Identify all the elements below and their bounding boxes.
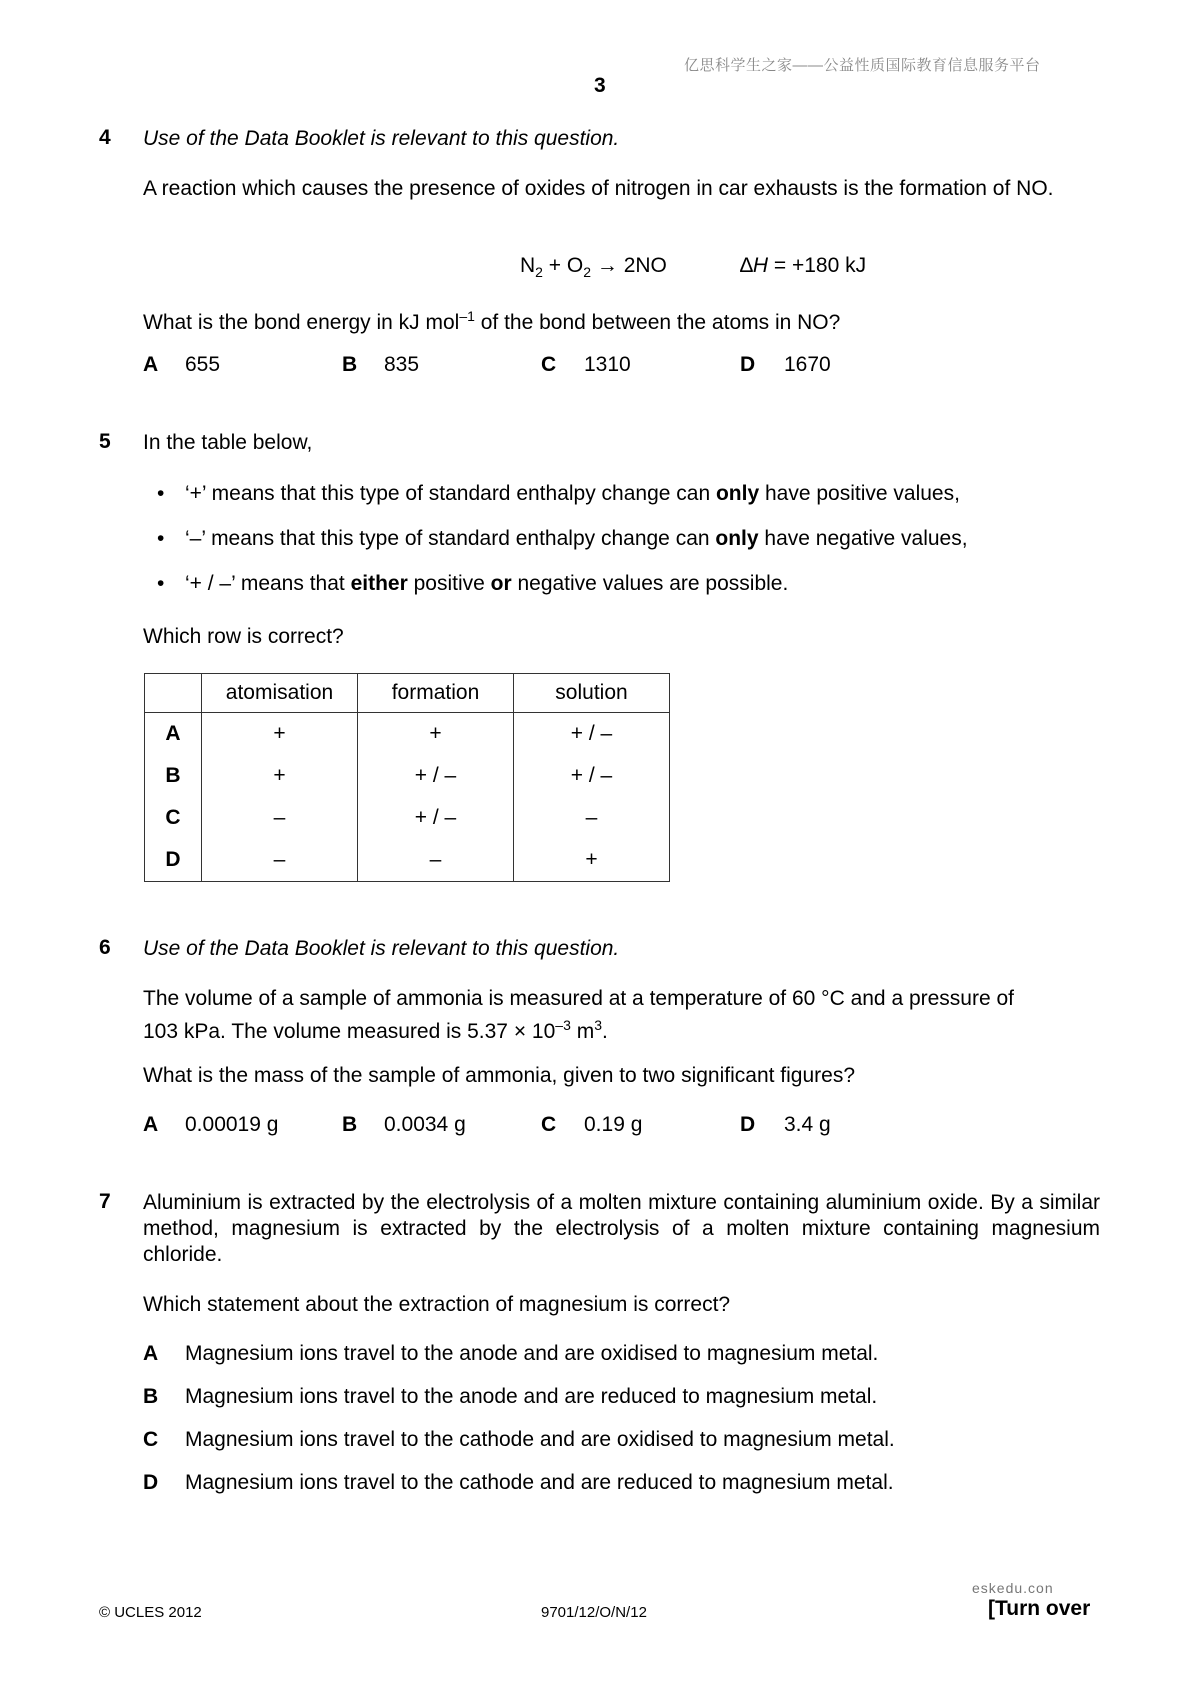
option-value[interactable]: 655 <box>185 353 221 376</box>
table-cell: – <box>202 839 358 882</box>
bullet-icon: • <box>157 527 165 550</box>
option-letter[interactable]: A <box>143 1113 159 1136</box>
option-value[interactable]: Magnesium ions travel to the cathode and are reduced to magnesium metal. <box>185 1471 894 1494</box>
table-cell: + / – <box>358 797 514 839</box>
question-4-question: What is the bond energy in kJ mol$^{-1}$ of the bond between the atoms in NO? <box>143 308 841 334</box>
bullet-item: ‘+ / –’ means that either positive or negative values are possible. <box>185 572 789 595</box>
table-row[interactable] <box>145 713 670 756</box>
option-letter[interactable]: D <box>143 1471 159 1494</box>
table-cell: + / – <box>358 755 514 797</box>
option-letter[interactable]: D <box>740 353 756 376</box>
option-letter[interactable]: B <box>342 353 358 376</box>
table-cell: + / – <box>514 755 670 797</box>
table-cell: + <box>358 713 514 756</box>
bullet-item: ‘–’ means that this type of standard enthalpy change can only have negative values, <box>185 527 968 550</box>
row-label: D <box>145 839 202 882</box>
enthalpy-table <box>144 673 670 882</box>
option-letter[interactable]: C <box>143 1428 159 1451</box>
page-number: 3 <box>594 74 606 97</box>
bullet-item: ‘+’ means that this type of standard enthalpy change can only have positive values, <box>185 482 960 505</box>
option-value[interactable]: 0.00019 g <box>185 1113 279 1136</box>
table-cell: – <box>202 797 358 839</box>
question-4-equation: $N_2 + O_2 \to 2NO$ <box>520 254 667 281</box>
option-letter[interactable]: B <box>143 1385 159 1408</box>
table-header-cell: atomisation <box>202 674 358 713</box>
question-6-question: What is the mass of the sample of ammonia, given to two significant figures? <box>143 1064 856 1087</box>
row-label: A <box>145 713 202 756</box>
option-value[interactable]: 3.4 g <box>784 1113 831 1136</box>
option-value[interactable]: 835 <box>384 353 420 376</box>
table-cell: + <box>514 839 670 882</box>
option-letter[interactable]: C <box>541 1113 557 1136</box>
table-header-cell <box>145 674 202 713</box>
question-7-number: 7 <box>99 1190 111 1213</box>
option-letter[interactable]: A <box>143 1342 159 1365</box>
question-7-text: Aluminium is extracted by the electrolysis of a molten mixture containing aluminium oxide. By a similar method, magnesium is extracted by the electrolysis of a molten mixture containing magnesium chloride. <box>143 1191 1100 1266</box>
option-value[interactable]: 1670 <box>784 353 831 376</box>
table-header-row <box>145 674 670 713</box>
option-letter[interactable]: C <box>541 353 557 376</box>
option-letter[interactable]: A <box>143 353 159 376</box>
question-4-number: 4 <box>99 126 111 149</box>
question-4-text: A reaction which causes the presence of oxides of nitrogen in car exhausts is the formation of NO. <box>143 177 1054 200</box>
row-label: B <box>145 755 202 797</box>
table-header-cell: solution <box>514 674 670 713</box>
table-cell: + <box>202 755 358 797</box>
footer-copyright: © UCLES 2012 <box>99 1604 202 1621</box>
question-6-instruction: Use of the Data Booklet is relevant to this question. <box>143 937 620 960</box>
question-7-question: Which statement about the extraction of magnesium is correct? <box>143 1293 731 1316</box>
table-cell: – <box>358 839 514 882</box>
row-label: C <box>145 797 202 839</box>
question-6-text: The volume of a sample of ammonia is measured at a temperature of 60 °C and a pressure of 103 kPa. The volume measured is $5.37 \times 10^{-3}$ $m^3$. <box>143 987 1015 1043</box>
option-value[interactable]: 0.19 g <box>584 1113 643 1136</box>
table-cell: – <box>514 797 670 839</box>
table-cell: + <box>202 713 358 756</box>
question-5-intro: In the table below, <box>143 431 313 454</box>
option-letter[interactable]: B <box>342 1113 358 1136</box>
option-value[interactable]: Magnesium ions travel to the anode and are oxidised to magnesium metal. <box>185 1342 879 1365</box>
question-5-number: 5 <box>99 430 111 453</box>
option-value[interactable]: 0.0034 g <box>384 1113 466 1136</box>
option-letter[interactable]: D <box>740 1113 756 1136</box>
question-6-number: 6 <box>99 936 111 959</box>
table-row[interactable] <box>145 755 670 797</box>
bullet-icon: • <box>157 572 165 595</box>
bullet-icon: • <box>157 482 165 505</box>
option-value[interactable]: 1310 <box>584 353 631 376</box>
table-header-cell: formation <box>358 674 514 713</box>
table-row[interactable] <box>145 839 670 882</box>
footer-paper-code: 9701/12/O/N/12 <box>541 1604 647 1621</box>
turn-over-label: [Turn over <box>988 1597 1091 1620</box>
footer-site-watermark: eskedu.con <box>972 1580 1054 1596</box>
question-4-enthalpy: ∆H = +180 kJ <box>740 254 867 277</box>
question-5-question: Which row is correct? <box>143 625 344 648</box>
table-row[interactable] <box>145 797 670 839</box>
option-value[interactable]: Magnesium ions travel to the anode and are reduced to magnesium metal. <box>185 1385 878 1408</box>
question-4-instruction: Use of the Data Booklet is relevant to this question. <box>143 127 620 150</box>
watermark-text: 亿思科学生之家——公益性质国际教育信息服务平台 <box>684 57 1041 74</box>
option-value[interactable]: Magnesium ions travel to the cathode and are oxidised to magnesium metal. <box>185 1428 895 1451</box>
table-cell: + / – <box>514 713 670 756</box>
